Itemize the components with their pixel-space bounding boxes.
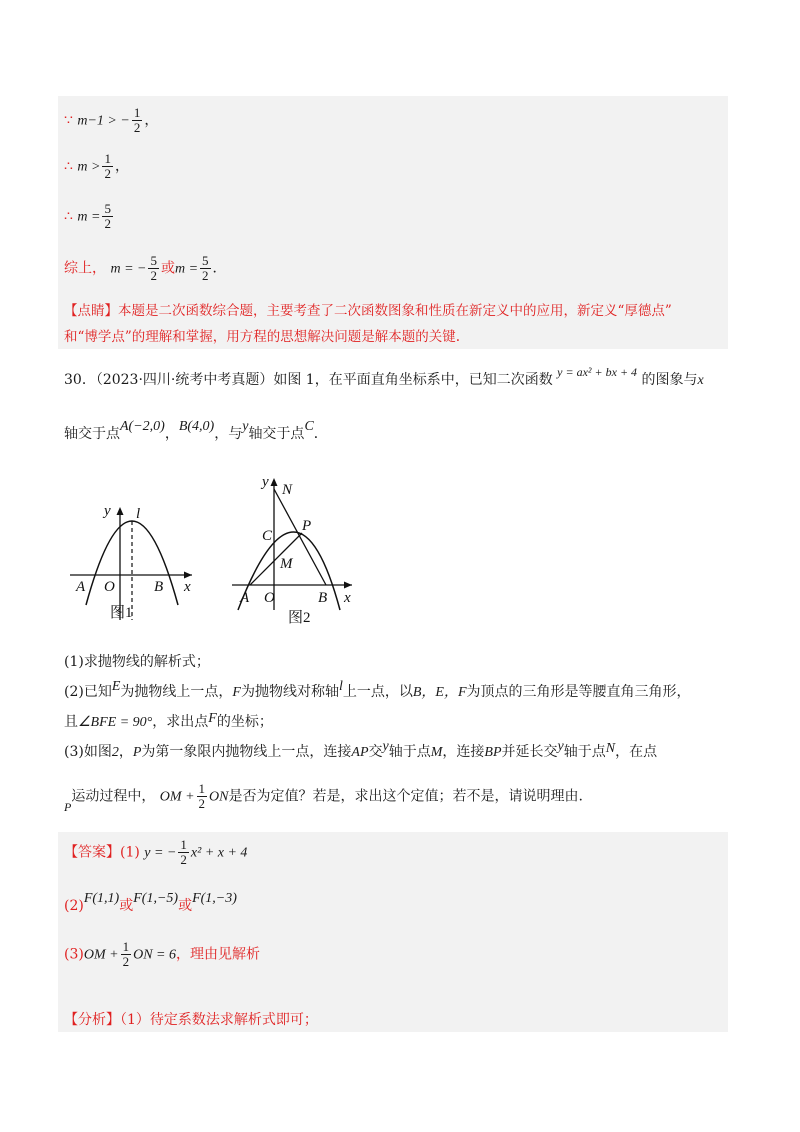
answer-1: 【答案】(1) y = − $\frac{1}{2}$ x² + x + 4 [64,837,248,867]
x-axis-arrow-icon [184,572,192,579]
label-P: P [302,518,312,534]
label-M: M [280,556,293,572]
question-line-2: 轴交于点A(−2,0)，B(4,0)，与y轴交于点C． [64,419,328,442]
figure-2 [228,470,388,630]
label-O: O [264,590,275,606]
fraction: $\frac{1}{2}$ [180,837,187,867]
answer-3: (3)OM + $\frac{1}{2}$ ON = 6，理由见解析 [64,939,260,969]
fraction: $\frac{5}{2}$ [104,201,111,231]
fraction: $\frac{1}{2}$ [122,939,130,969]
figure-1-caption: 图1 [110,605,133,621]
figure-2-caption: 图2 [288,610,311,626]
fraction: $\frac{5}{2}$ [150,253,157,283]
x-axis-arrow-icon [344,582,352,589]
label-B: B [154,579,164,595]
label-x: x [344,590,351,606]
label-N: N [282,482,293,498]
part-3-line-2: P运动过程中， OM + $\frac{1}{2}$ ON是否为定值？若是，求出这个定值；若不是，请说明理由. [64,781,583,814]
solution-summary: 综上， m = − $\frac{5}{2}$ 或m = $\frac{5}{2}$ ． [64,253,227,283]
y-axis-arrow-icon [117,507,124,515]
label-y: y [262,474,269,490]
fraction: $\frac{1}{2}$ [133,105,141,135]
label-B: B [318,590,328,606]
solution-line-2: ∴ m > $\frac{1}{2}$ ， [64,151,129,181]
fraction: $\frac{1}{2}$ [104,151,111,181]
solution-line-1: ∵ m−1 > − $\frac{1}{2}$ ， [64,105,159,135]
label-O: O [104,579,115,595]
label-x: x [184,579,191,595]
label-y: y [104,503,111,519]
analysis-line: 【分析】（1）待定系数法求解析式即可； [64,1012,318,1028]
question-line-1: 30．（2023·四川·统考中考真题）如图 1，在平面直角坐标系中，已知二次函数 y = ax² + bx + 4 的图象与x [64,365,704,388]
solution-line-3: ∴ m = $\frac{5}{2}$ [64,201,111,231]
label-A: A [240,590,250,606]
part-2-line-2: 且∠BFE = 90°，求出点F的坐标； [64,711,273,730]
part-3-line-1: (3)如图2，P为第一象限内抛物线上一点，连接AP交y轴于点M，连接BP并延长交y轴于点N，在点 [64,739,658,760]
label-A: A [76,579,86,595]
comment-line-2: 和“博学点”的理解和掌握，用方程的思想解决问题是解本题的关键. [64,329,461,345]
fraction: $\frac{5}{2}$ [202,253,209,283]
answer-2: (2)F(1,1)或F(1,−5)或F(1,−3) [64,891,237,914]
label-l: l [136,506,141,522]
part-1: (1)求抛物线的解析式； [64,654,210,670]
label-C: C [262,528,273,544]
fraction: $\frac{1}{2}$ [198,781,206,811]
y-axis-arrow-icon [271,478,278,486]
part-2-line-1: (2)已知E为抛物线上一点，F为抛物线对称轴l上一点，以B，E，F为顶点的三角形是等腰直角三角形， [64,679,691,700]
comment-line-1: 【点睛】本题是二次函数综合题，主要考查了二次函数图象和性质在新定义中的应用，新定义“厚德点” [64,303,672,319]
